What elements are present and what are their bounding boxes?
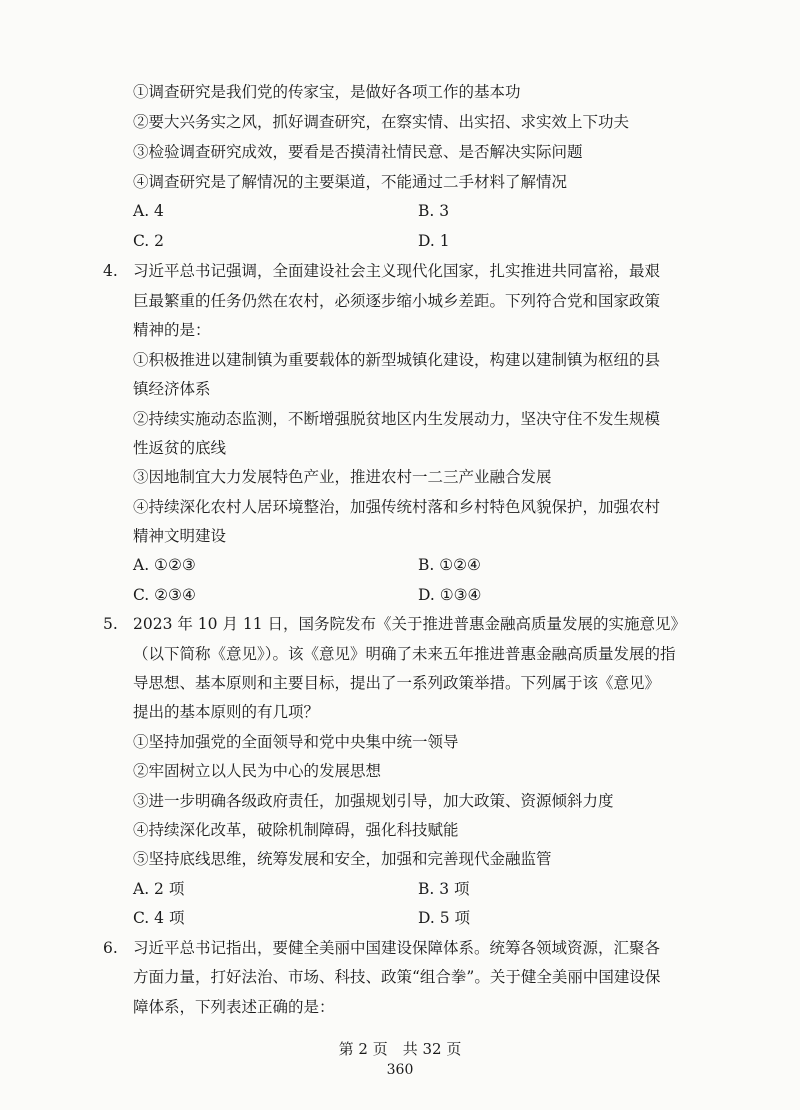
q6-stem-line: 方面力量，打好法治、市场、科技、政策“组合拳”。关于健全美丽中国建设保 xyxy=(133,968,661,986)
q3-item-3: ③检验调查研究成效，要看是否摸清社情民意、是否解决实际问题 xyxy=(133,143,583,161)
q4-option-b: B. ①②④ xyxy=(418,556,481,574)
q5-option-c: C. 4 项 xyxy=(133,909,185,927)
q6-stem-line: 习近平总书记指出，要健全美丽中国建设保障体系。统筹各领域资源，汇聚各 xyxy=(133,939,661,957)
q5-item-5: ⑤坚持底线思维，统筹发展和安全，加强和完善现代金融监管 xyxy=(133,850,552,868)
q3-item-1: ①调查研究是我们党的传家宝，是做好各项工作的基本功 xyxy=(133,83,521,101)
q5-item-4: ④持续深化改革，破除机制障碍，强化科技赋能 xyxy=(133,821,459,839)
q3-option-d: D. 1 xyxy=(418,232,450,250)
q4-stem-line: 精神的是： xyxy=(133,321,211,339)
q3-item-4: ④调查研究是了解情况的主要渠道，不能通过二手材料了解情况 xyxy=(133,173,568,191)
q3-option-a: A. 4 xyxy=(133,202,164,220)
page-number: 360 xyxy=(386,1062,414,1078)
q4-item-line: 性返贫的底线 xyxy=(133,439,227,457)
q5-stem-line: 导思想、基本原则和主要目标，提出了一系列政策举措。下列属于该《意见》 xyxy=(133,674,661,692)
q5-number: 5. xyxy=(103,615,118,633)
q4-item-line: 镇经济体系 xyxy=(133,380,211,398)
q5-item-3: ③进一步明确各级政府责任，加强规划引导，加大政策、资源倾斜力度 xyxy=(133,792,614,810)
q5-option-d: D. 5 项 xyxy=(418,909,471,927)
q4-option-a: A. ①②③ xyxy=(133,556,196,574)
q5-stem-line: （以下简称《意见》）。该《意见》明确了未来五年推进普惠金融高质量发展的指 xyxy=(133,645,676,663)
q4-stem-line: 习近平总书记强调，全面建设社会主义现代化国家，扎实推进共同富裕，最艰 xyxy=(133,262,661,280)
q5-option-b: B. 3 项 xyxy=(418,880,470,898)
q4-item-line: ①积极推进以建制镇为重要载体的新型城镇化建设，构建以建制镇为枢纽的县 xyxy=(133,351,661,369)
q5-item-1: ①坚持加强党的全面领导和党中央集中统一领导 xyxy=(133,733,459,751)
q6-number: 6. xyxy=(103,939,118,957)
q3-item-2: ②要大兴务实之风，抓好调查研究，在察实情、出实招、求实效上下功夫 xyxy=(133,113,630,131)
q5-item-2: ②牢固树立以人民为中心的发展思想 xyxy=(133,762,382,780)
q4-item-line: ③因地制宜大力发展特色产业，推进农村一二三产业融合发展 xyxy=(133,468,552,486)
q4-number: 4. xyxy=(103,262,118,280)
q5-stem-line: 提出的基本原则的有几项？ xyxy=(133,703,320,721)
q3-option-c: C. 2 xyxy=(133,232,165,250)
q4-item-line: ②持续实施动态监测，不断增强脱贫地区内生发展动力，坚决守住不发生规模 xyxy=(133,410,661,428)
page-label: 第 2 页 共 32 页 xyxy=(338,1040,462,1058)
q6-stem-line: 障体系，下列表述正确的是： xyxy=(133,998,335,1016)
q4-option-d: D. ①③④ xyxy=(418,586,482,604)
q4-item-line: 精神文明建设 xyxy=(133,527,227,545)
q5-stem-line: 2023 年 10 月 11 日，国务院发布《关于推进普惠金融高质量发展的实施意见》 xyxy=(133,615,687,633)
q5-option-a: A. 2 项 xyxy=(133,880,185,898)
q4-item-line: ④持续深化农村人居环境整治，加强传统村落和乡村特色风貌保护，加强农村 xyxy=(133,498,661,516)
q3-option-b: B. 3 xyxy=(418,202,450,220)
q4-option-c: C. ②③④ xyxy=(133,586,196,604)
q4-stem-line: 巨最繁重的任务仍然在农村，必须逐步缩小城乡差距。下列符合党和国家政策 xyxy=(133,292,661,310)
